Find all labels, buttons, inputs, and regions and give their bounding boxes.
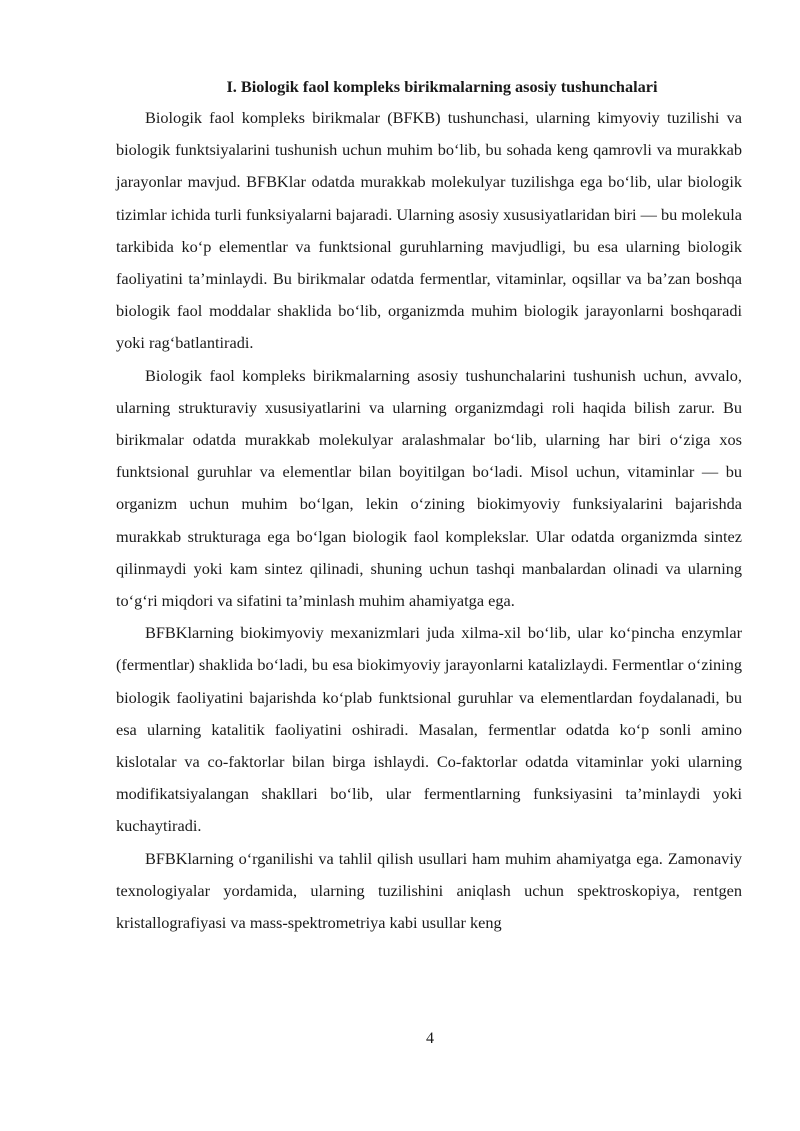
page-number: 4	[426, 1030, 434, 1047]
section-heading: I. Biologik faol kompleks birikmalarning asosiy tushunchalari	[226, 77, 658, 96]
paragraph-1: Biologik faol kompleks birikmalar (BFKB) tushunchasi, ularning kimyoviy tuzilishi va biologik funktsiyalarini tushunish uchun muhim bo‘lib, bu sohada keng qamrovli va murakkab jarayonlar mavjud. BFBKlar odatda murakkab molekulyar tuzilishga ega bo‘lib, ular biologik tizimlar ichida turli funksiyalarni bajaradi. Ularning asosiy xususiyatlaridan biri — bu molekula tarkibida ko‘p elementlar va funktsional guruhlarning mavjudligi, bu esa ularning biologik faoliyatini ta’minlaydi. Bu birikmalar odatda fermentlar, vitaminlar, oqsillar va ba’zan boshqa biologik faol moddalar shaklida bo‘lib, organizmda muhim biologik jarayonlarni boshqaradi yoki rag‘batlantiradi.	[116, 108, 742, 353]
document-page	[116, 72, 742, 939]
paragraph-4: BFBKlarning o‘rganilishi va tahlil qilish usullari ham muhim ahamiyatga ega. Zamonaviy texnologiyalar yordamida, ularning tuzilishini aniqlash uchun spektroskopiya, rentgen kristallografiyasi va mass-spektrometriya kabi usullar keng	[116, 848, 742, 933]
paragraph-2: Biologik faol kompleks birikmalarning asosiy tushunchalarini tushunish uchun, avvalo, ularning strukturaviy xususiyatlarini va ularning organizmdagi roli haqida bilish zarur. Bu birikmalar odatda murakkab molekulyar aralashmalar bo‘lib, ularning har biri o‘ziga xos funktsional guruhlar va elementlar bilan boyitilgan bo‘ladi. Misol uchun, vitaminlar — bu organizm uchun muhim bo‘lgan, lekin o‘zining biokimyoviy funksiyalarini bajarishda murakkab strukturaga ega bo‘lgan biologik faol komplekslar. Ular odatda organizmda sintez qilinmaydi yoki kam sintez qilinadi, shuning uchun tashqi manbalardan olinadi va ularning to‘g‘ri miqdori va sifatini ta’minlash muhim ahamiyatga ega.	[116, 365, 742, 611]
paragraph-3: BFBKlarning biokimyoviy mexanizmlari juda xilma-xil bo‘lib, ular ko‘pincha enzymlar (fermentlar) shaklida bo‘ladi, bu esa biokimyoviy jarayonlarni katalizlaydi. Fermentlar o‘zining biologik faoliyatini bajarishda ko‘plab funktsional guruhlar va elementlardan foydalanadi, bu esa ularning katalitik faoliyatini oshiradi. Masalan, fermentlar odatda ko‘p sonli amino kislotalar va co-faktorlar bilan birga ishlaydi. Co-faktorlar odatda vitaminlar yoki ularning modifikatsiyalangan shakllari bo‘lib, ular fermentlarning funksiyasini ta’minlaydi yoki kuchaytiradi.	[116, 623, 742, 836]
